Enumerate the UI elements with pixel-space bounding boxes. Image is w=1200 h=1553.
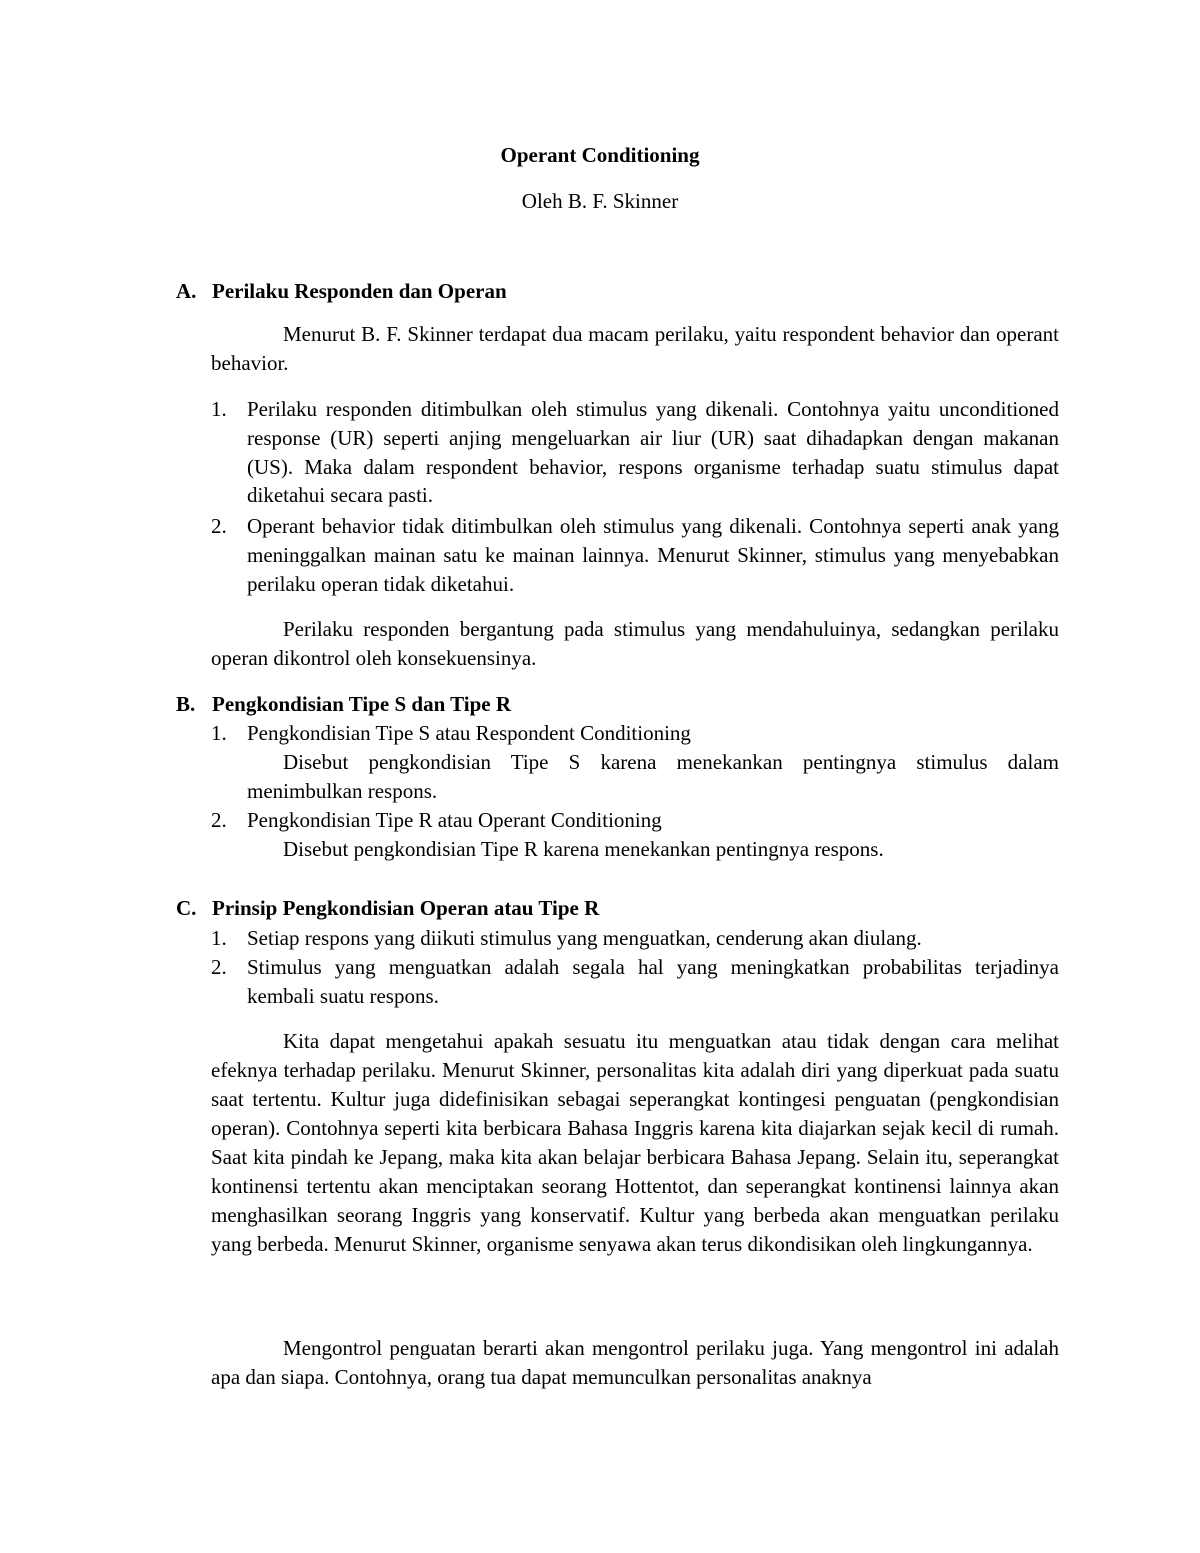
list-item	[211, 512, 1059, 598]
list-item	[211, 924, 1059, 953]
document-title: Operant Conditioning	[500, 143, 700, 167]
list-item	[211, 806, 1059, 835]
list-item-title: Pengkondisian Tipe S atau Respondent Conditioning	[247, 721, 691, 745]
list-number: 2.	[211, 955, 227, 979]
list-number: 1.	[211, 397, 227, 421]
list-number: 2.	[211, 808, 227, 832]
list-text: Operant behavior tidak ditimbulkan oleh stimulus yang dikenali. Contohnya seperti anak yang meninggalkan mainan satu ke mainan lainnya. Menurut Skinner, stimulus yang menyebabkan perilaku operan tidak diketahui.	[247, 514, 1059, 596]
section-letter: C.	[176, 896, 197, 920]
section-title: Perilaku Responden dan Operan	[212, 279, 507, 303]
section-a-intro: Menurut B. F. Skinner terdapat dua macam perilaku, yaitu respondent behavior dan operant behavior.	[211, 322, 1059, 375]
section-title: Prinsip Pengkondisian Operan atau Tipe R	[212, 896, 600, 920]
list-number: 1.	[211, 926, 227, 950]
section-letter: B.	[176, 692, 196, 716]
body-paragraph: Kita dapat mengetahui apakah sesuatu itu menguatkan atau tidak dengan cara melihat efeknya terhadap perilaku. Menurut Skinner, personalitas kita adalah diri yang diperkuat pada suatu saat tertentu. Kultur juga didefinisikan sebagai seperangkat kontingesi penguatan (pengkondisian operan). Contohnya seperti kita berbicara Bahasa Inggris karena kita diajarkan sejak kecil di rumah. Saat kita pindah ke Jepang, maka kita akan belajar berbicara Bahasa Jepang. Selain itu, seperangkat kontinensi tertentu akan menciptakan seorang Hottentot, dan seperangkat kontinensi lainnya akan menghasilkan seorang Inggris yang konservatif. Kultur yang berbeda akan menguatkan perilaku yang berbeda. Menurut Skinner, organisme senyawa akan terus dikondisikan oleh lingkungannya.	[211, 1029, 1059, 1256]
section-a-heading	[176, 277, 507, 305]
list-item-title: Pengkondisian Tipe R atau Operant Conditioning	[247, 808, 662, 832]
list-item	[211, 395, 1059, 510]
section-letter: A.	[176, 279, 197, 303]
list-text: Perilaku responden ditimbulkan oleh stimulus yang dikenali. Contohnya yaitu unconditioned response (UR) seperti anjing mengeluarkan air liur (UR) saat dihadapkan dengan makanan (US). Maka dalam respondent behavior, respons organisme terhadap suatu stimulus dapat diketahui secara pasti.	[247, 397, 1059, 508]
body-paragraph: Mengontrol penguatan berarti akan mengontrol perilaku juga. Yang mengontrol ini adalah apa dan siapa. Contohnya, orang tua dapat memunculkan personalitas anaknya	[211, 1336, 1059, 1389]
list-item-description: Disebut pengkondisian Tipe S karena menekankan pentingnya stimulus dalam menimbulkan respons.	[247, 750, 1059, 803]
list-item	[211, 953, 1059, 1011]
list-item-description: Disebut pengkondisian Tipe R karena menekankan pentingnya respons.	[283, 837, 884, 861]
document-author: Oleh B. F. Skinner	[521, 189, 679, 213]
section-b-heading	[176, 690, 511, 718]
list-text: Setiap respons yang diikuti stimulus yang menguatkan, cenderung akan diulang.	[247, 926, 922, 950]
list-number: 2.	[211, 514, 227, 538]
list-item	[211, 719, 1059, 748]
list-text: Stimulus yang menguatkan adalah segala hal yang meningkatkan probabilitas terjadinya kembali suatu respons.	[247, 955, 1059, 1008]
section-a-closing: Perilaku responden bergantung pada stimulus yang mendahuluinya, sedangkan perilaku operan dikontrol oleh konsekuensinya.	[211, 617, 1059, 670]
list-number: 1.	[211, 721, 227, 745]
section-title: Pengkondisian Tipe S dan Tipe R	[212, 692, 512, 716]
section-c-heading	[176, 894, 599, 922]
